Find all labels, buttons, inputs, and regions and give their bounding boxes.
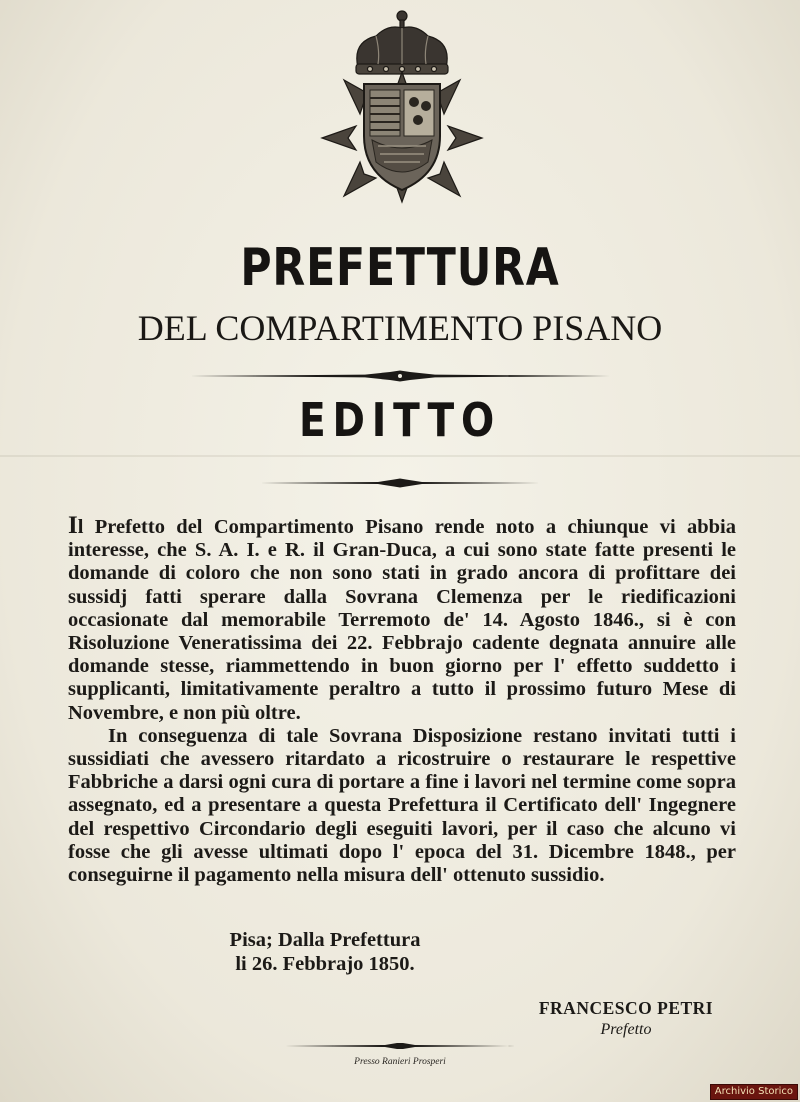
date-line: li 26. Febbrajo 1850.	[235, 953, 415, 975]
ornamental-rule-divider	[0, 478, 800, 488]
edict-title: EDITTO	[298, 393, 501, 447]
body-paragraph: In conseguenza di tale Sovrana Disposizione restano invitati tutti i sussidiati che avessero ritardato a ricostruire o restaurare le respettive Fabbriche a darsi ogni cura di portare a fine i lavori nel termine come sopra assegnato, ed a presentare a questa Prefettura il Certificato dell' Ingegnere del respettivo Circondario degli eseguiti lavori, per il caso che alcuno vi fosse che gli avesse ultimati dopo l' epoca del 31. Dicembre 1848., per conseguirne il pagamento nella misura dell' ottenuto sussidio.	[68, 724, 736, 887]
ornamental-rule-divider	[0, 370, 800, 382]
crest-icon	[318, 6, 486, 204]
page-subtitle: DEL COMPARTIMENTO PISANO	[137, 308, 663, 348]
paper-fold	[0, 455, 800, 457]
signatory-name: FRANCESCO PETRI	[538, 998, 714, 1018]
archive-watermark-badge: Archivio Storico	[710, 1084, 798, 1100]
place-and-date	[200, 928, 450, 976]
page-title: PREFETTURA	[240, 238, 560, 298]
paragraph-text: l Prefetto del Compartimento Pisano rende noto a chiunque vi abbia interesse, che S. A. I. e R. il Gran-Duca, a cui sono state fatte presenti le domande di coloro che non sono stati in grado ancora di profittare dei sussidj fatti sperare dalla Sovrana Clemenza per le riedificazioni occasionate dal memorabile Terremoto de' 14. Agosto 1846., si è con Risoluzione Veneratissima dei 22. Febbrajo cadente degnata annuire alle domande stesse, riammettendo in buon giorno per l' effetto suddetto i supplicanti, limitativamente peraltro a tutto il prossimo futuro Mese di Novembre, e non più oltre.	[68, 516, 736, 724]
body-paragraph	[68, 514, 736, 725]
signatory-title: Prefetto	[600, 1021, 652, 1038]
footer-rule-divider	[0, 1042, 800, 1050]
drop-cap: I	[68, 512, 78, 539]
edict-body	[68, 514, 736, 887]
place-line: Pisa; Dalla Prefettura	[229, 929, 421, 951]
printer-imprint: Presso Ranieri Prosperi	[354, 1057, 446, 1067]
